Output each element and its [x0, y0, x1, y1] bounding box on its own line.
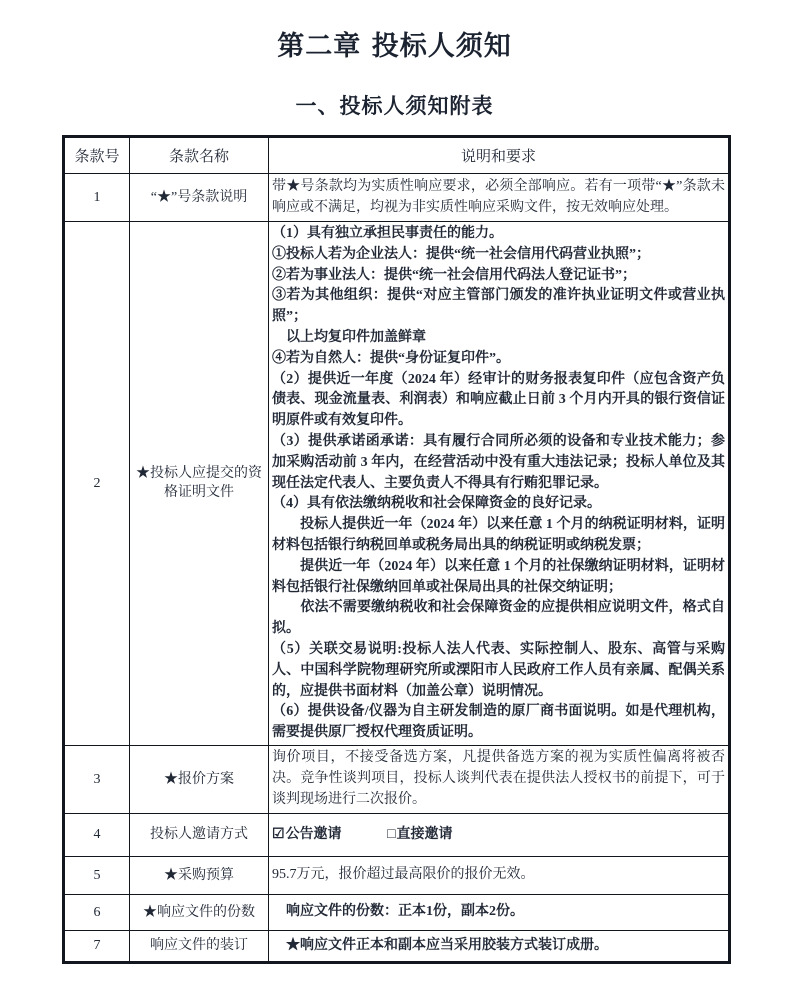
invitation-option-direct [387, 825, 452, 846]
content-paragraph: ③若为其他组织：提供“对应主管部门颁发的准许执业证明文件或营业执照”； [272, 288, 725, 325]
checkbox-label: 直接邀请 [396, 826, 453, 842]
content-paragraph: 依法不需要缴纳税收和社会保障资金的应提供相应说明文件，格式自拟。 [272, 600, 725, 637]
clause-content [269, 813, 730, 856]
checkbox-label: 公告邀请 [285, 826, 342, 842]
clause-name: 投标人邀请方式 [130, 813, 269, 856]
content-paragraph: （5）关联交易说明:投标人法人代表、实际控制人、股东、高管与采购人、中国科学院物理研究所或溧阳市人民政府工作人员有亲属、配偶关系的，应提供书面材料（加盖公章）说明情况。 [272, 641, 725, 699]
clause-name: 响应文件的装订 [130, 930, 269, 962]
clauses-table [62, 135, 731, 964]
checkbox-checked-icon: ☑ [272, 826, 285, 842]
clause-content: 响应文件的份数：正本1份，副本2份。 [269, 894, 730, 930]
content-paragraph: ①投标人若为企业法人：提供“统一社会信用代码营业执照”； [272, 246, 650, 262]
clause-number: 3 [64, 745, 130, 813]
clause-number: 2 [64, 222, 130, 746]
clause-content: 带★号条款均为实质性响应要求，必须全部响应。若有一项带“★”条款未响应或不满足，均视为非实质性响应采购文件，按无效响应处理。 [269, 174, 730, 222]
clause-name: ★采购预算 [130, 856, 269, 894]
invitation-option-public [272, 825, 342, 846]
content-paragraph: （2）提供近一年度（2024 年）经审计的财务报表复印件（应包含资产负债表、现金流量表、利润表）和响应截止日前 3 个月内开具的银行资信证明原件或有效复印件。 [272, 371, 725, 429]
header-clause-number: 条款号 [64, 137, 130, 174]
clause-number: 7 [64, 930, 130, 962]
document-page [0, 24, 789, 987]
header-clause-name: 条款名称 [130, 137, 269, 174]
clause-name: ★响应文件的份数 [130, 894, 269, 930]
content-paragraph: （3）提供承诺函承诺：具有履行合同所必须的设备和专业技术能力；参加采购活动前 3 年内，在经营活动中没有重大违法记录；投标人单位及其现任法定代表人、主要负责人不得具有行贿犯罪记录。 [272, 433, 725, 491]
table-row [64, 174, 730, 222]
content-paragraph: （4）具有依法缴纳税收和社会保障资金的良好记录。 [272, 496, 601, 512]
table-row [64, 745, 730, 813]
content-paragraph: （6）提供设备/仪器为自主研发制造的原厂商书面说明。如是代理机构，需要提供原厂授权代理资质证明。 [272, 704, 725, 741]
clause-content: 询价项目，不接受备选方案，凡提供备选方案的视为实质性偏离将被否决。竞争性谈判项目，投标人谈判代表在提供法人授权书的前提下，可于谈判现场进行二次报价。 [269, 745, 730, 813]
clause-name: “★”号条款说明 [130, 174, 269, 222]
page-subtitle: 一、投标人须知附表 [295, 94, 494, 118]
clause-name: ★报价方案 [130, 745, 269, 813]
table-row [64, 813, 730, 856]
clause-number: 5 [64, 856, 130, 894]
content-paragraph: 提供近一年（2024 年）以来任意 1 个月的社保缴纳证明材料，证明材料包括银行社保缴纳回单或社保局出具的社保交纳证明； [272, 558, 725, 595]
content-paragraph: ④若为自然人：提供“身份证复印件”。 [272, 350, 510, 366]
content-paragraph: ②若为事业法人：提供“统一社会信用代码法人登记证书”； [272, 267, 636, 283]
table-row [64, 222, 730, 746]
table-header-row [64, 137, 730, 174]
page-title: 第二章 投标人须知 [277, 31, 512, 62]
clause-content: ★响应文件正本和副本应当采用胶装方式装订成册。 [269, 930, 730, 962]
table-row [64, 930, 730, 962]
clause-number: 1 [64, 174, 130, 222]
clause-content: 95.7万元，报价超过最高限价的报价无效。 [269, 856, 730, 894]
table-row [64, 856, 730, 894]
clause-content [269, 222, 730, 746]
clause-number: 4 [64, 813, 130, 856]
content-paragraph: 投标人提供近一年（2024 年）以来任意 1 个月的纳税证明材料，证明材料包括银行纳税回单或税务局出具的纳税证明或纳税发票； [272, 517, 725, 553]
content-paragraph: （1）具有独立承担民事责任的能力。 [272, 226, 503, 241]
content-paragraph: 以上均复印件加盖鲜章 [272, 329, 426, 345]
table-row [64, 894, 730, 930]
clause-number: 6 [64, 894, 130, 930]
header-clause-desc: 说明和要求 [269, 137, 730, 174]
checkbox-unchecked-icon: □ [387, 826, 396, 842]
clause-name: ★投标人应提交的资格证明文件 [130, 222, 269, 746]
